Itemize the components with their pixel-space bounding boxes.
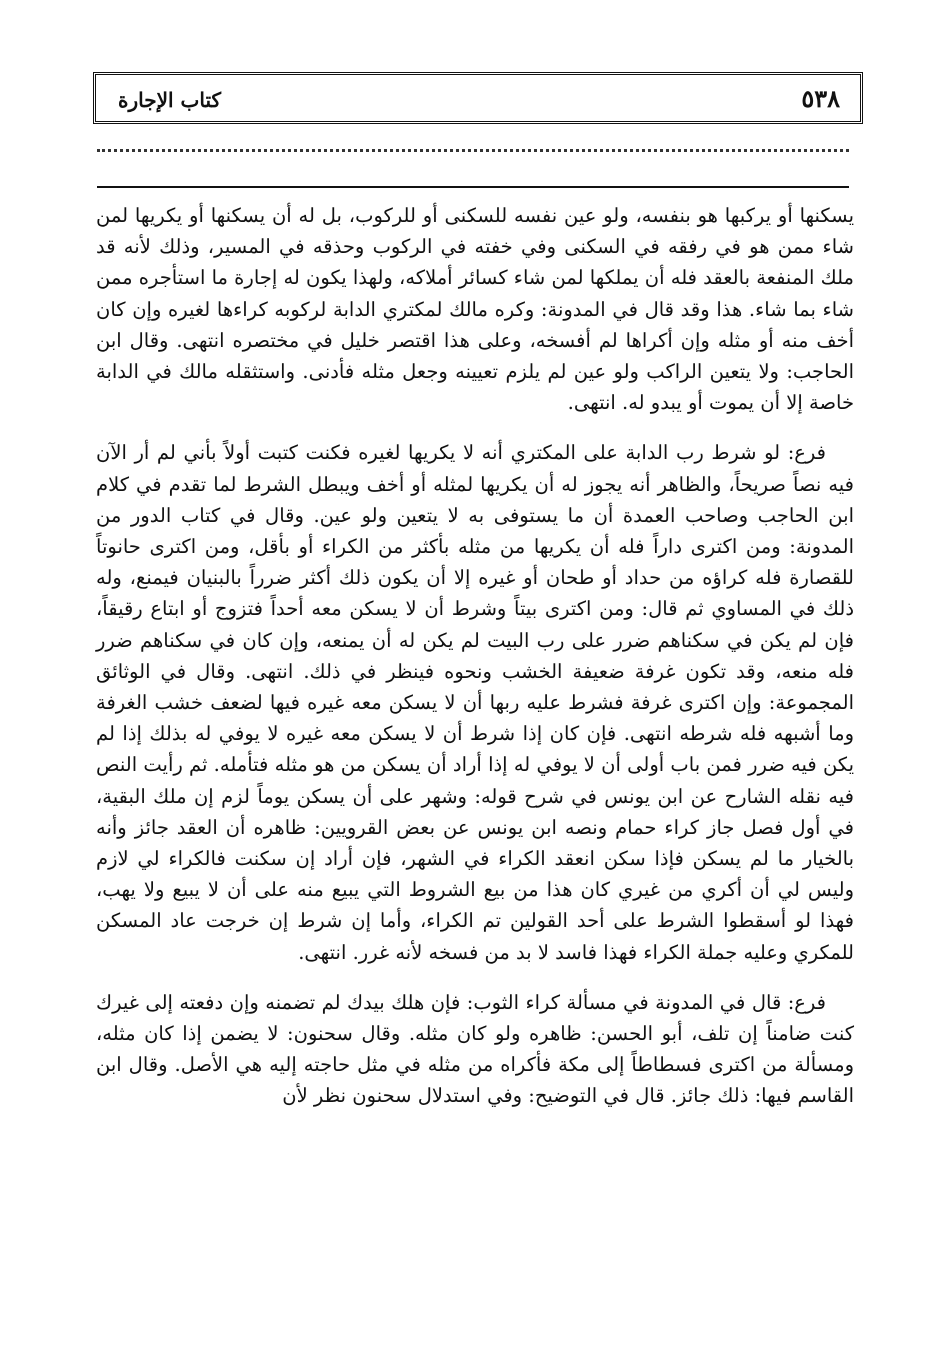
page-body (96, 200, 854, 1131)
page-header (93, 72, 863, 124)
book-title: كتاب الإجارة (118, 88, 221, 112)
solid-divider (97, 186, 849, 188)
page-number: ٥٣٨ (801, 84, 840, 113)
paragraph-1: يسكنها أو يركبها هو بنفسه، ولو عين نفسه للسكنى أو للركوب، بل له أن يسكنها أو يكريها لمن شاء ممن هو في رفقه في السكنى وفي خفته في الركوب وحذقه في المسير، وذلك لأنه قد ملك المنفعة بالعقد فله أن يملكها لمن شاء كسائر أملاكه، ولهذا يكون له إجارة ما استأجره ممن شاء بما شاء. هذا وقد قال في المدونة: وكره مالك لمكتري الدابة لركوبه كراءها لغيره وإن كان أخف منه أو مثله وإن أكراها لم أفسخه، وعلى هذا اقتصر خليل في مختصره انتهى. وقال ابن الحاجب: ولا يتعين الراكب ولو عين لم يلزم تعيينه وجعل مثله فأدنى. واستثقله مالك في الدابة خاصة إلا أن يموت أو يبدو له. انتهى. (96, 204, 854, 415)
dotted-divider (97, 149, 849, 152)
paragraph-3: فرع: قال في المدونة في مسألة كراء الثوب: فإن هلك بيدك لم تضمنه وإن دفعته إلى غيرك كنت ضامناً إن تلف، أبو الحسن: ظاهره ولو كان مثله. وقال سحنون: لا يضمن إذا كان مثله، ومسألة من اكترى فسطاطاً إلى مكة فأكراه من مثله في مثل حاجته إليه هي الأصل. وقال ابن القاسم فيها: ذلك جائز. قال في التوضيح: وفي استدلال سحنون نظر لأن (96, 990, 854, 1108)
paragraph-2: فرع: لو شرط رب الدابة على المكتري أنه لا يكريها لغيره فكنت كتبت أولاً بأني لم أر الآن فيه نصاً صريحاً، والظاهر أنه يجوز له أن يكريها لمثله أو أخف ويبطل الشرط لما تقدم في كلام ابن الحاجب وصاحب العمدة أن ما يستوفى به لا يتعين ولو عين. وقال في كتاب الدور من المدونة: ومن اكترى داراً فله أن يكريها من مثله بأكثر من الكراء أو بأقل، ومن اكترى حانوتاً للقصارة فله كراؤه من حداد أو طحان أو غيره إلا أن يكون ذلك أكثر ضرراً بالبنيان فيمنع، وله ذلك في المساوي ثم قال: ومن اكترى بيتاً وشرط أن لا يسكن معه أحداً فتزوج أو ابتاع رقيقاً، فإن لم يكن في سكناهم ضرر على رب البيت لم يكن له أن يمنعه، وإن كان في سكناهم ضرر فله منعه، وقد تكون غرفة ضعيفة الخشب ونحوه فينظر في ذلك. انتهى. وقال في الوثائق المجموعة: وإن اكترى غرفة فشرط عليه ربها أن لا يسكن معه غيره فيها لضعف خشب الغرفة وما أشبهه فله شرطه انتهى. فإن كان إذا شرط أن لا يسكن معه غيره لا يوفي له بذلك إذا لم يكن فيه ضرر فمن باب أولى أن لا يوفي له إذا أراد أن يسكن من هو مثله فتأمله. ثم رأيت النص فيه نقله الشارح عن ابن يونس في شرح قوله: وشهر على أن يسكن يوماً لزم إن ملك البقية، في أول فصل جاز كراء حمام ونصه ابن يونس عن بعض القرويين: ظاهره أن العقد جائز وأنه بالخيار ما لم يسكن فإذا سكن انعقد الكراء في الشهر، فإن أراد إن سكنت فالكراء لي لازم وليس لي أن أكري من غيري كان هذا من بيع الشروط التي يبيع منه على أن لا يبيع ولا يهب، فهذا لو أسقطوا الشرط على أحد القولين تم الكراء، وأما إن شرط إن خرجت عاد المسكن للمكري وعليه جملة الكراء فهذا فاسد لا بد من فسخه لأنه غرر. انتهى. (96, 441, 854, 964)
